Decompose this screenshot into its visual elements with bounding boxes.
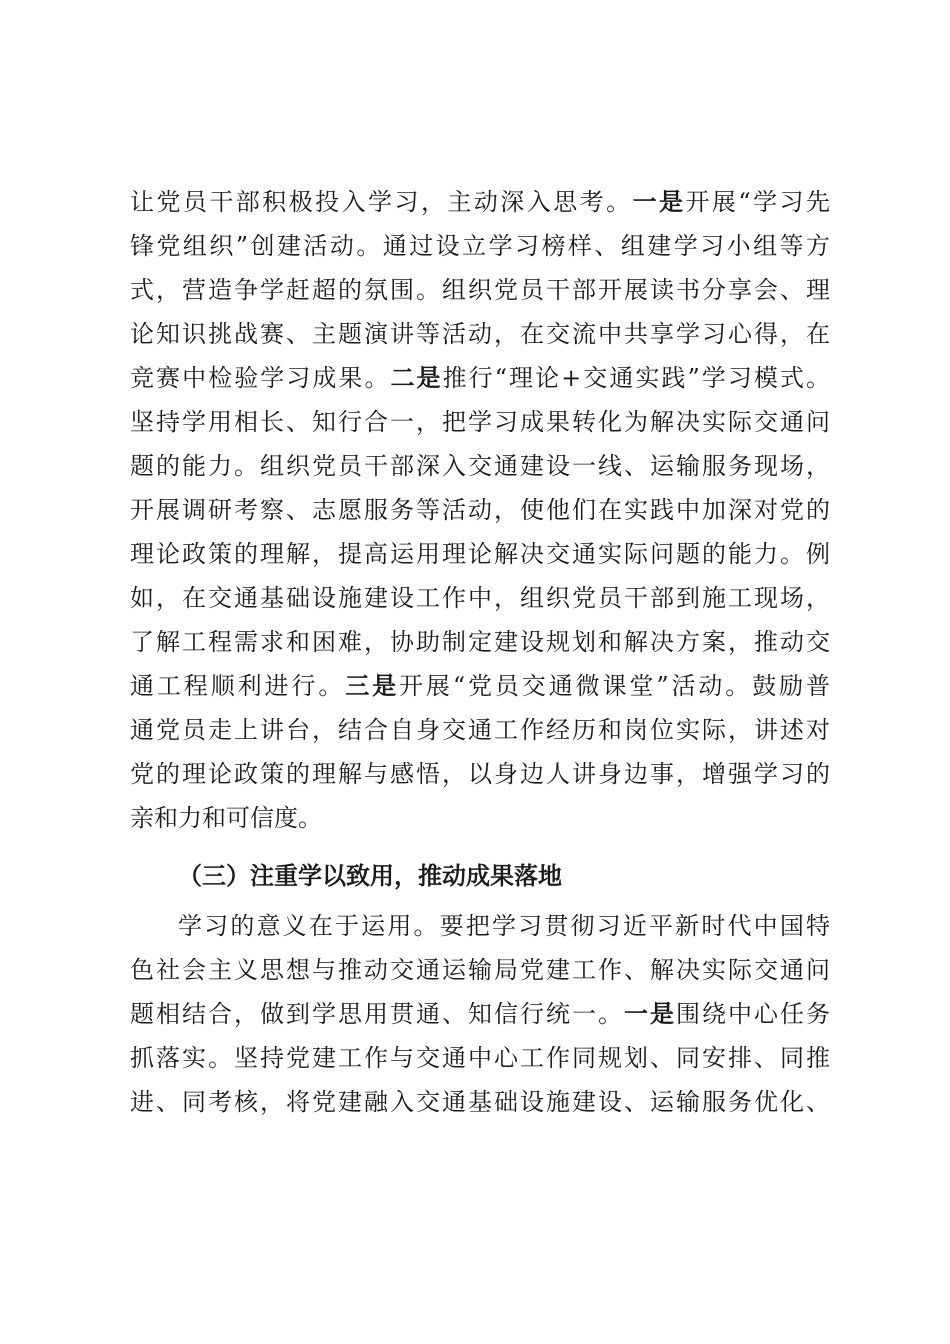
document-body bbox=[130, 180, 830, 1124]
text-line: 题的能力。组织党员干部深入交通建设一线、运输服务现场， bbox=[130, 452, 830, 480]
text-line: 论知识挑战赛、主题演讲等活动，在交流中共享学习心得，在 bbox=[130, 320, 830, 348]
text-line: 开展调研考察、志愿服务等活动，使他们在实践中加深对党的 bbox=[130, 496, 830, 524]
paragraph-1 bbox=[130, 180, 830, 840]
text-line: 竞赛中检验学习成果。二是推行“理论+交通实践”学习模式。 bbox=[130, 363, 831, 392]
text-line: 抓落实。坚持党建工作与交通中心工作同规划、同安排、同推 bbox=[130, 1044, 830, 1072]
section-heading: （三）注重学以致用，推动成果落地 bbox=[178, 861, 562, 890]
text-line: 学习的意义在于运用。要把学习贯彻习近平新时代中国特 bbox=[178, 912, 830, 940]
text-line: 色社会主义思想与推动交通运输局党建工作、解决实际交通问 bbox=[130, 956, 830, 984]
text-line: 题相结合，做到学思用贯通、知信行统一。一是围绕中心任务 bbox=[130, 999, 830, 1028]
text-line: 让党员干部积极投入学习，主动深入思考。一是开展“学习先 bbox=[130, 187, 830, 216]
text-line: 通工程顺利进行。三是开展“党员交通微课堂”活动。鼓励普 bbox=[130, 671, 831, 700]
text-line: 党的理论政策的理解与感悟，以身边人讲身边事，增强学习的 bbox=[130, 760, 830, 788]
text-line: 锋党组织”创建活动。通过设立学习榜样、组建学习小组等方 bbox=[130, 232, 830, 260]
text-line: 坚持学用相长、知行合一，把学习成果转化为解决实际交通问 bbox=[130, 408, 830, 436]
text-line: 式，营造争学赶超的氛围。组织党员干部开展读书分享会、理 bbox=[130, 276, 830, 304]
text-line: 了解工程需求和困难，协助制定建设规划和解决方案，推动交 bbox=[130, 628, 830, 656]
text-line: 亲和力和可信度。 bbox=[130, 804, 322, 832]
paragraph-2 bbox=[130, 904, 830, 1124]
text-line: 如，在交通基础设施建设工作中，组织党员干部到施工现场， bbox=[130, 584, 830, 612]
text-line: 通党员走上讲台，结合自身交通工作经历和岗位实际，讲述对 bbox=[130, 716, 830, 744]
text-line: 理论政策的理解，提高运用理论解决交通实际问题的能力。例 bbox=[130, 540, 830, 568]
text-line: 进、同考核，将党建融入交通基础设施建设、运输服务优化、 bbox=[130, 1088, 830, 1116]
